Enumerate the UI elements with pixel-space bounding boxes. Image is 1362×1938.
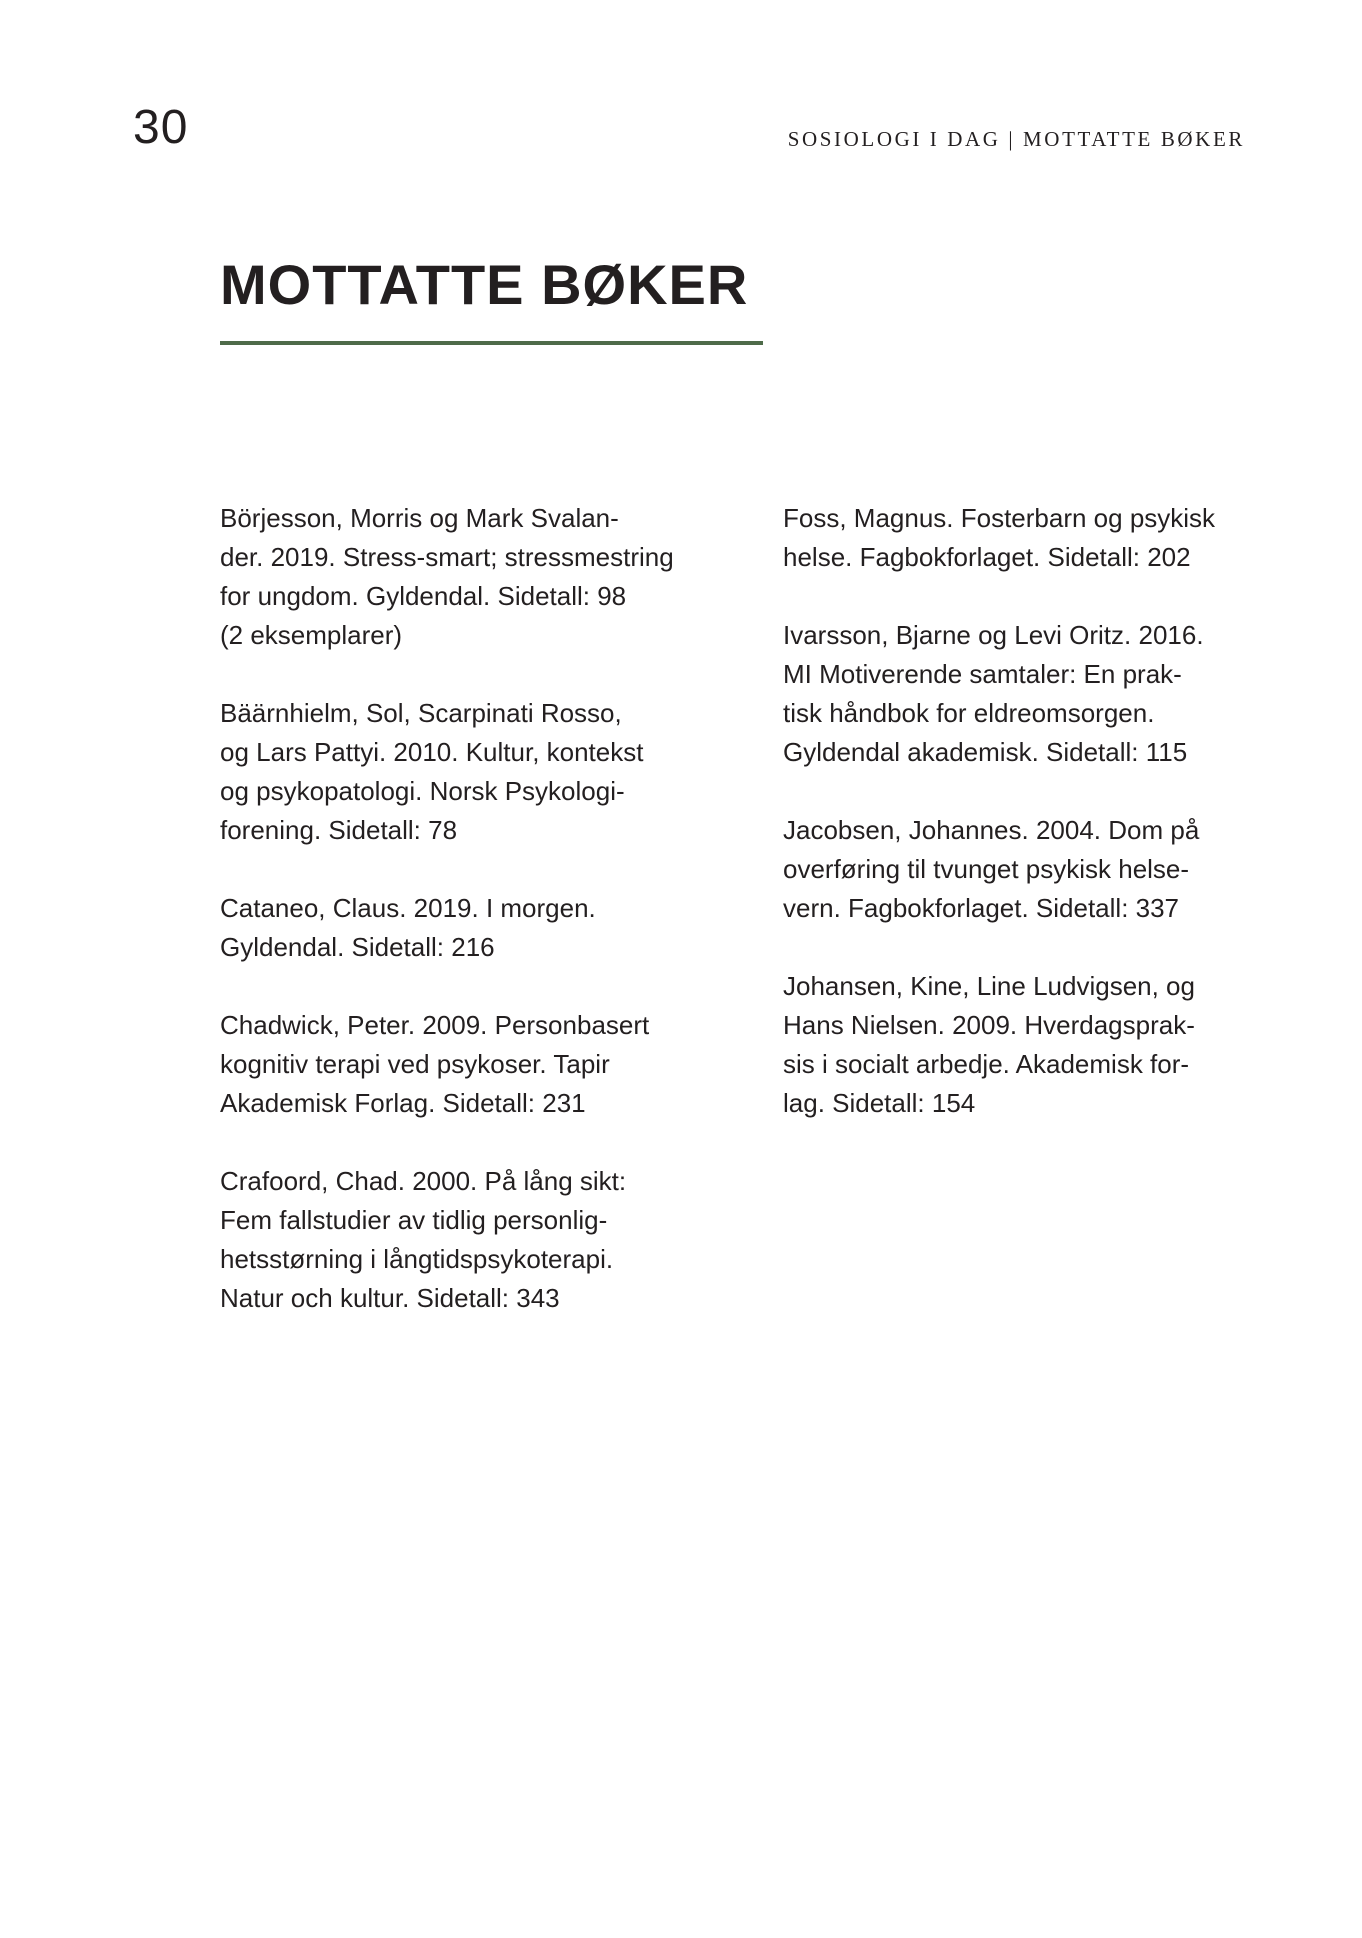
book-entry <box>220 499 690 655</box>
book-entry-line: vern. Fagbokforlaget. Sidetall: 337 <box>783 893 1180 923</box>
book-entry-line: Hans Nielsen. 2009. Hverdagsprak- <box>783 1010 1195 1040</box>
book-entry-line: helse. Fagbokforlaget. Sidetall: 202 <box>783 542 1191 572</box>
book-entry-line: tisk håndbok for eldreomsorgen. <box>783 698 1155 728</box>
book-entry-line: Natur och kultur. Sidetall: 343 <box>220 1283 560 1313</box>
book-entry-line: Akademisk Forlag. Sidetall: 231 <box>220 1088 586 1118</box>
book-entry-line: for ungdom. Gyldendal. Sidetall: 98 <box>220 581 627 611</box>
book-entry-line: kognitiv terapi ved psykoser. Tapir <box>220 1049 610 1079</box>
book-entry <box>220 1162 690 1318</box>
book-list-right-column <box>783 499 1243 1162</box>
book-entry-line: lag. Sidetall: 154 <box>783 1088 976 1118</box>
book-entry-line: Gyldendal akademisk. Sidetall: 115 <box>783 737 1188 767</box>
book-entry-line: forening. Sidetall: 78 <box>220 815 458 845</box>
book-entry-line: Crafoord, Chad. 2000. På lång sikt: <box>220 1166 627 1196</box>
book-entry <box>220 1006 690 1123</box>
book-entry-line: Chadwick, Peter. 2009. Personbasert <box>220 1010 650 1040</box>
book-entry-line: Börjesson, Morris og Mark Svalan- <box>220 503 619 533</box>
book-entry-line: Ivarsson, Bjarne og Levi Oritz. 2016. <box>783 620 1204 650</box>
book-entry-line: (2 eksemplarer) <box>220 620 403 650</box>
book-entry-line: og Lars Pattyi. 2010. Kultur, kontekst <box>220 737 644 767</box>
book-entry-line: der. 2019. Stress-smart; stressmestring <box>220 542 674 572</box>
page-number: 30 <box>133 101 189 154</box>
book-entry-line: hetsstørning i långtidspsykoterapi. <box>220 1244 614 1274</box>
book-entry-line: Fem fallstudier av tidlig personlig- <box>220 1205 608 1235</box>
book-entry-line: Jacobsen, Johannes. 2004. Dom på <box>783 815 1200 845</box>
book-entry-line: Foss, Magnus. Fosterbarn og psykisk <box>783 503 1216 533</box>
book-entry-line: sis i socialt arbedje. Akademisk for- <box>783 1049 1190 1079</box>
title-underline <box>220 341 763 345</box>
book-list-left-column <box>220 499 690 1357</box>
book-entry <box>783 616 1243 772</box>
book-entry <box>783 967 1243 1123</box>
book-entry <box>220 694 690 850</box>
book-entry-line: Bäärnhielm, Sol, Scarpinati Rosso, <box>220 698 622 728</box>
running-head: SOSIOLOGI I DAG | MOTTATTE BØKER <box>787 127 1245 151</box>
page-title: MOTTATTE BØKER <box>220 253 749 316</box>
book-entry-line: Cataneo, Claus. 2019. I morgen. <box>220 893 596 923</box>
book-entry-line: og psykopatologi. Norsk Psykologi- <box>220 776 625 806</box>
book-entry <box>783 811 1243 928</box>
book-entry-line: overføring til tvunget psykisk helse- <box>783 854 1190 884</box>
book-entry <box>783 499 1243 577</box>
book-entry-line: Johansen, Kine, Line Ludvigsen, og <box>783 971 1195 1001</box>
book-entry-line: MI Motiverende samtaler: En prak- <box>783 659 1182 689</box>
book-entry <box>220 889 690 967</box>
book-entry-line: Gyldendal. Sidetall: 216 <box>220 932 495 962</box>
